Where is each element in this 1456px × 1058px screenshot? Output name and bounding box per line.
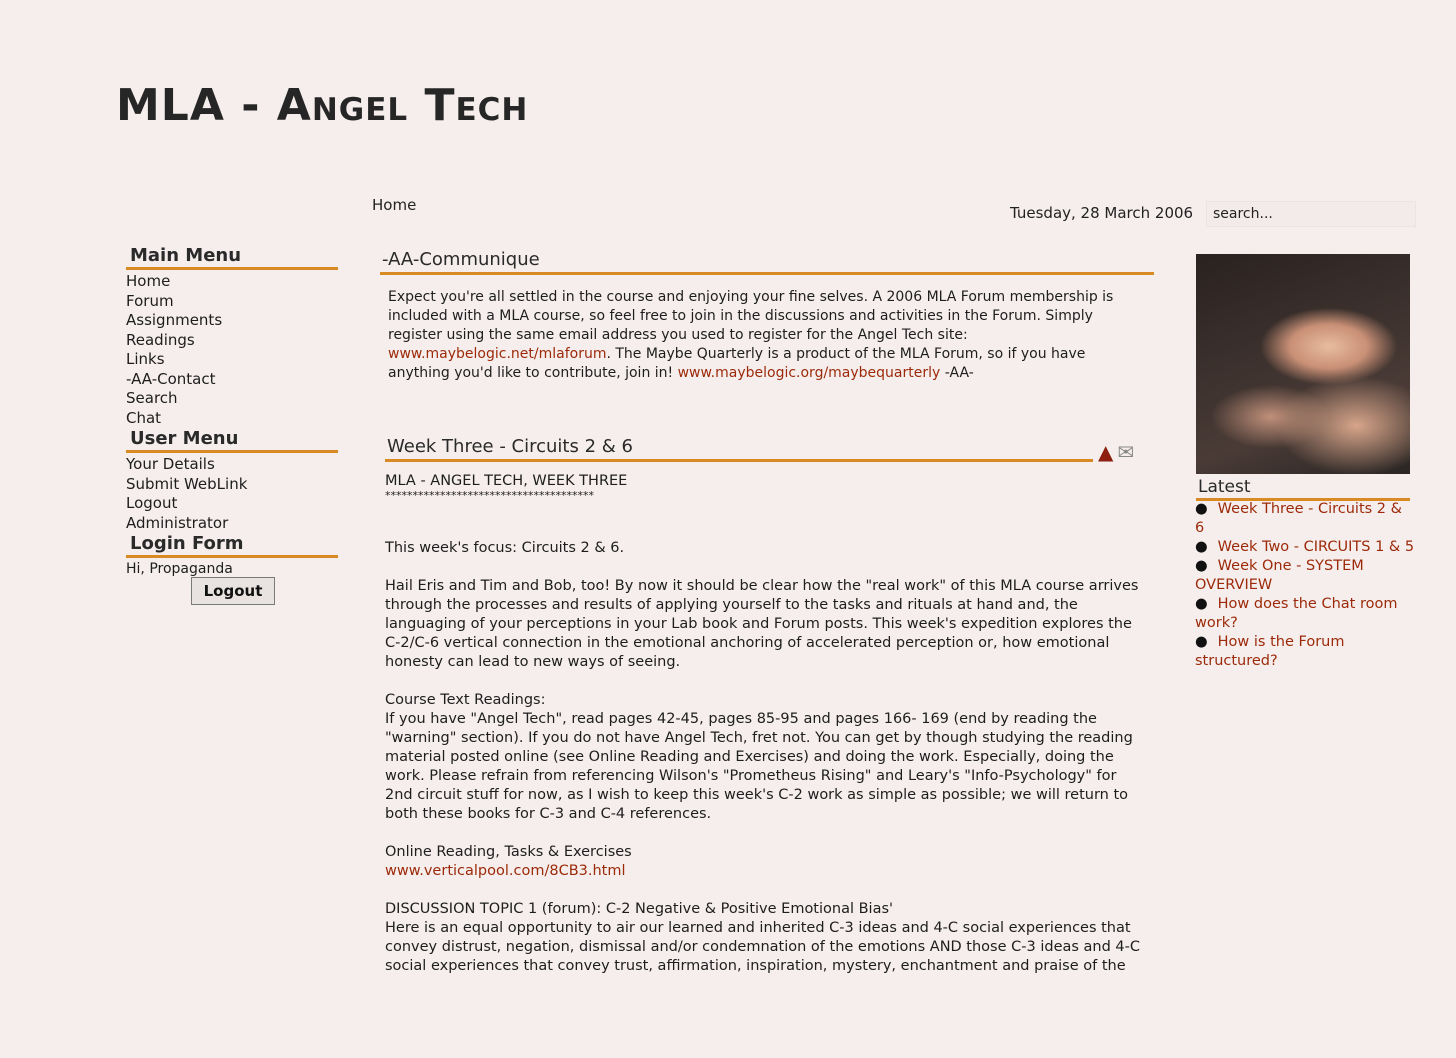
communique-body: Expect you're all settled in the course and enjoying your fine selves. A 2006 MLA Forum membership is included with a MLA course, so feel free to join in the discussions and activities in the Forum. Simply register using the same email address you used to register for the Angel Tech site: www.maybelogic.net/mlaforum. The Maybe Quarterly is a product of the MLA Forum, so if you have anything you'd like to contribute, join in! www.maybelogic.org/maybequarterly -AA- [388, 289, 1114, 381]
breadcrumb[interactable]: Home [372, 196, 417, 214]
discussion-text: Here is an equal opportunity to air our learned and inherited C-3 ideas and 4-C social experiences that convey distrust, negation, dismissal and/or condemnation of the emotions AND those C-3 ideas and 4-C social experiences that convey trust, affirmation, inspiration, mystery, enchantment and praise of the [385, 920, 1141, 974]
article-intro: Hail Eris and Tim and Bob, too! By now it should be clear how the "real work" of this MLA course arrives through the processes and results of applying yourself to the tasks and rituals at hand and, the languaging of your perceptions in your Lab book and Forum posts. This week's expedition explores the C-2/C-6 vertical connection in the emotional anchoring of accelerated perception or, how emotional honesty can lead to new ways of seeing. [385, 578, 1139, 670]
user-menu-item-your-details[interactable]: Your Details [126, 455, 215, 473]
article-body [385, 472, 1145, 976]
online-heading: Online Reading, Tasks & Exercises [385, 844, 632, 860]
email-icon[interactable]: ✉ [1117, 440, 1135, 464]
discussion-heading: DISCUSSION TOPIC 1 (forum): C-2 Negative & Positive Emotional Bias' [385, 901, 894, 917]
article-subtitle: MLA - ANGEL TECH, WEEK THREE [385, 473, 628, 489]
main-menu-item-forum[interactable]: Forum [126, 291, 174, 310]
logout-button[interactable]: Logout [191, 577, 275, 605]
article-focus: This week's focus: Circuits 2 & 6. [385, 540, 625, 556]
article-icons [1098, 440, 1138, 464]
user-menu-item-administrator[interactable]: Administrator [126, 513, 229, 532]
sidebar-image [1196, 254, 1410, 474]
vertical-pool-link[interactable]: www.verticalpool.com/8CB3.html [385, 863, 626, 879]
latest-item[interactable]: ● How does the Chat room work? [1195, 596, 1398, 631]
communique-title: -AA-Communique [380, 249, 1154, 275]
maybe-quarterly-link[interactable]: www.maybelogic.org/maybequarterly [677, 365, 941, 381]
readings-heading: Course Text Readings: [385, 692, 546, 708]
main-menu-item-assignments[interactable]: Assignments [126, 311, 223, 329]
user-menu-item-logout[interactable]: Logout [126, 494, 178, 512]
article-title: Week Three - Circuits 2 & 6 [385, 436, 1093, 462]
main-menu-item-chat[interactable]: Chat [126, 408, 162, 427]
main-menu-item-links[interactable]: Links [126, 350, 165, 368]
main-menu-item-search[interactable]: Search [126, 389, 178, 407]
login-greeting: Hi, Propaganda [126, 561, 233, 577]
readings-text: If you have "Angel Tech", read pages 42-45, pages 85-95 and pages 166- 169 (end by reading the "warning" section). If you do not have Angel Tech, fret not. You can get by though studying the reading material posted online (see Online Reading and Exercises) and doing the work. Especially, doing the work. Please refrain from referencing Wilson's "Prometheus Rising" and Leary's "Info-Psychology" for 2nd circuit stuff for now, as I wish to keep this week's C-2 work as simple as possible; we will return to both these books for C-3 and C-4 references. [385, 711, 1133, 822]
main-menu-item-aa-contact[interactable]: -AA-Contact [126, 369, 216, 388]
search-input[interactable] [1206, 201, 1416, 227]
latest-item[interactable]: ● How is the Forum structured? [1195, 634, 1345, 669]
latest-list [1195, 500, 1415, 671]
site-title: MLA - Angel Tech [116, 80, 529, 131]
main-menu-item-readings[interactable]: Readings [126, 330, 195, 349]
latest-title: Latest [1196, 477, 1410, 501]
latest-item[interactable]: ● Week Three - Circuits 2 & 6 [1195, 501, 1402, 536]
divider-stars: ************************************** [385, 489, 594, 502]
user-menu [126, 455, 338, 533]
latest-item[interactable]: ● Week One - SYSTEM OVERVIEW [1195, 558, 1364, 593]
latest-item[interactable]: ● Week Two - CIRCUITS 1 & 5 [1195, 539, 1415, 555]
login-form-title: Login Form [126, 533, 338, 558]
left-sidebar [126, 245, 338, 605]
mla-forum-link[interactable]: www.maybelogic.net/mlaforum [388, 346, 607, 362]
pdf-icon[interactable]: ▲ [1098, 440, 1114, 464]
main-menu-item-home[interactable]: Home [126, 272, 171, 290]
user-menu-title: User Menu [126, 428, 338, 453]
current-date: Tuesday, 28 March 2006 [1010, 204, 1194, 222]
user-menu-item-submit-weblink[interactable]: Submit WebLink [126, 474, 248, 493]
main-menu [126, 272, 338, 428]
main-menu-title: Main Menu [126, 245, 338, 270]
